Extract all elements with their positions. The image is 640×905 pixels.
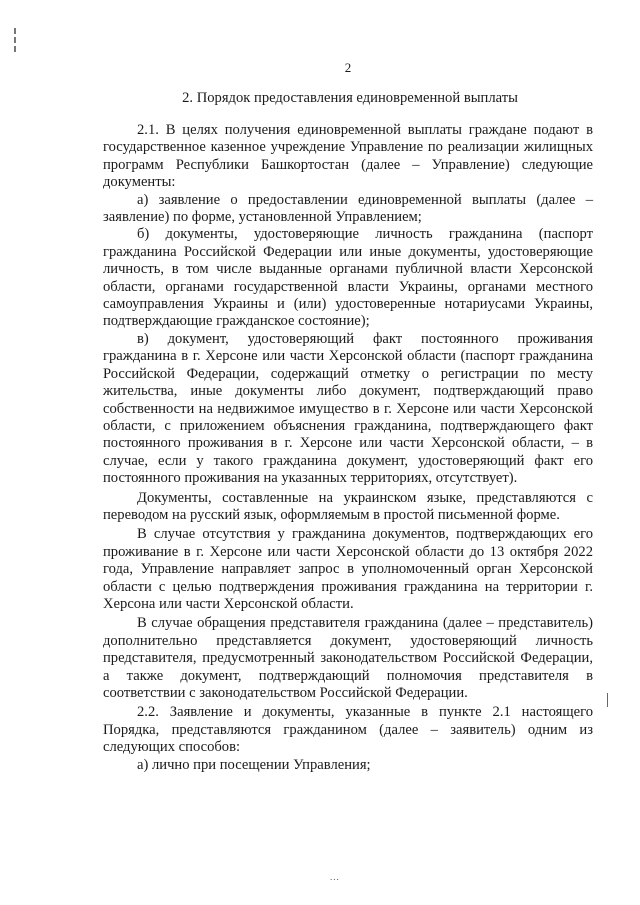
body-text <box>103 122 593 774</box>
paragraph-item-a: а) заявление о предоставлении единовременной выплаты (далее – заявление) по форме, установленной Управлением; <box>103 191 593 226</box>
paragraph-2-1: 2.1. В целях получения единовременной выплаты граждане подают в государственное казенное учреждение Управление по реализации жилищных программ Республики Башкортостан (далее – Управление) следующие документы: <box>103 122 593 191</box>
paragraph-missing-documents: В случае отсутствия у гражданина документов, подтверждающих его проживание в г. Херсоне или части Херсонской области до 13 октября 2022 года, Управление направляет запрос в уполномоченный орган Херсонской области с целью подтверждения проживания гражданина на территории г. Херсона или части Херсонской области. <box>103 526 593 612</box>
paragraph-item-b: б) документы, удостоверяющие личность гражданина (паспорт гражданина Российской Федерации или иные документы, удостоверяющие личность, в том числе выданные органами публичной власти Херсонской области, органами государственной власти Украины, органами местного самоуправления Украины и (или) удостоверенные нотариусами Украины, подтверждающие гражданское состояние); <box>103 226 593 330</box>
paragraph-translation: Документы, составленные на украинском языке, представляются с переводом на русский язык, оформляемым в простой письменной форме. <box>103 489 593 523</box>
paragraph-item-v: в) документ, удостоверяющий факт постоянного проживания гражданина в г. Херсоне или части Херсонской области (паспорт гражданина Российской Федерации, содержащий отметку о регистрации по месту жительства, иные документы либо документ, подтверждающий право собственности на недвижимое имущество в г. Херсоне или части Херсонской области, с приложением объяснения гражданина, подтверждающего факт постоянного проживания в г. Херсоне или части Херсонской области, – в случае, если у такого гражданина документ, удостоверяющий факт его постоянного проживания на указанных территориях, отсутствует). <box>103 330 593 487</box>
section-title: 2. Порядок предоставления единовременной выплаты <box>182 90 518 106</box>
paragraph-2-2-item-a: а) лично при посещении Управления; <box>137 756 371 773</box>
paragraph-representative: В случае обращения представителя гражданина (далее – представитель) дополнительно представляется документ, удостоверяющий личность представителя, предусмотренный законодательством Российской Федерации, а также документ, подтверждающий полномочия представителя в соответствии с законодательством Российской Федерации. <box>103 615 593 701</box>
page-number: 2 <box>344 60 352 75</box>
footer-marks: ... <box>330 872 340 882</box>
scan-artifact <box>14 28 18 52</box>
scan-artifact <box>607 693 608 707</box>
paragraph-2-2: 2.2. Заявление и документы, указанные в пункте 2.1 настоящего Порядка, представляются гражданином (далее – заявитель) одним из следующих способов: <box>103 704 593 756</box>
